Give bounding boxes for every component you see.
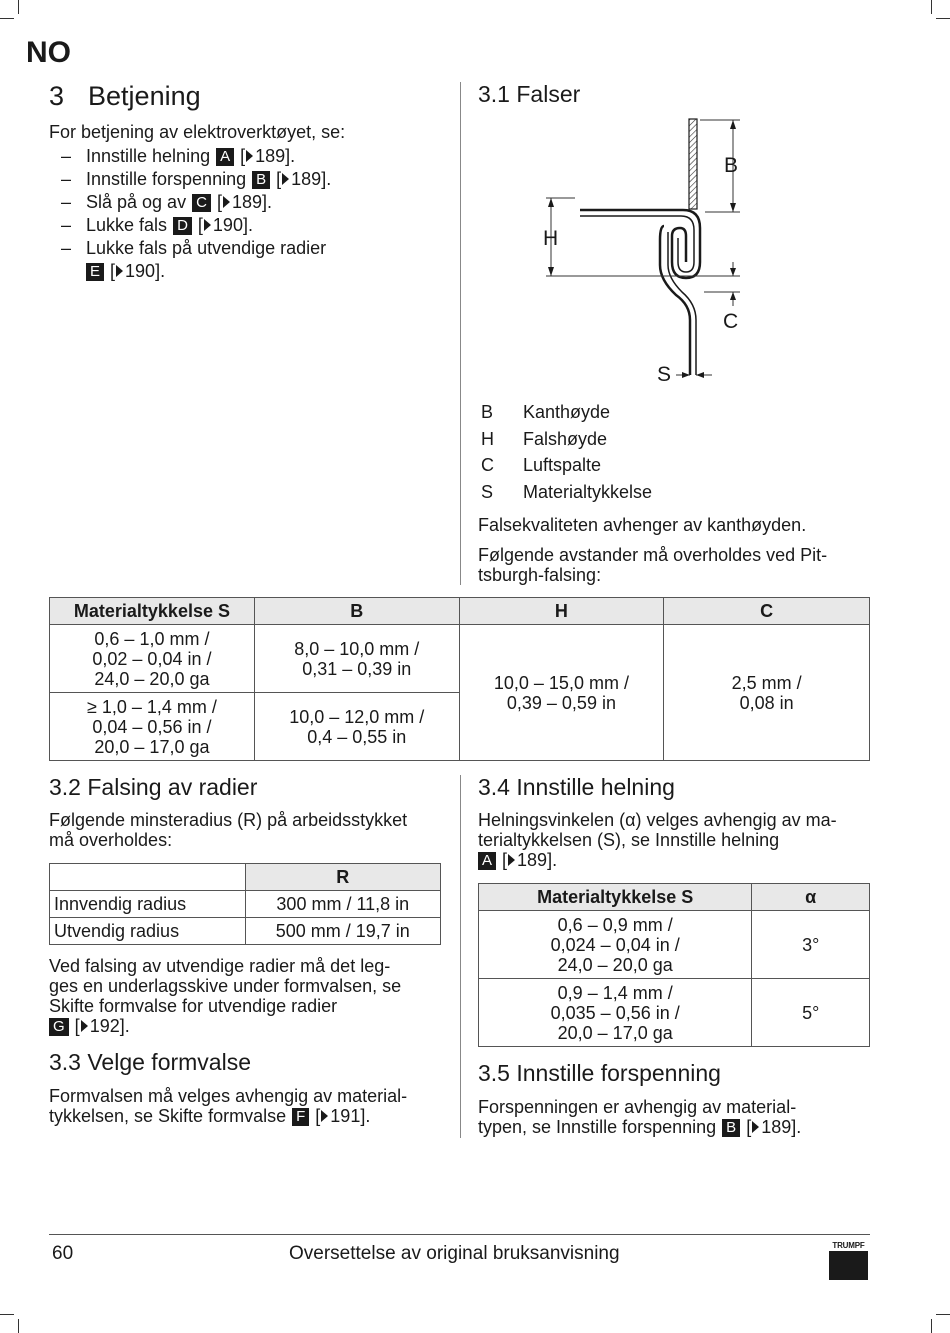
table-cell: 500 mm / 19,7 in: [245, 918, 440, 945]
crop-mark: [936, 18, 950, 19]
key-badge: F: [292, 1108, 309, 1126]
trumpf-logo: TRUMPF: [829, 1241, 868, 1280]
fig-label-h: H: [543, 227, 559, 250]
page-ref-link[interactable]: 192].: [89, 1016, 130, 1036]
page-ref-arrow-icon: [752, 1121, 759, 1133]
list-item: – Innstille helning A [ 189].: [49, 145, 449, 168]
key-badge: G: [49, 1018, 69, 1036]
page-ref-arrow-icon: [321, 1110, 328, 1122]
fig-label-s: S: [657, 363, 672, 386]
key-badge: E: [86, 263, 104, 281]
arrow-icon: [730, 203, 736, 212]
page-ref-arrow-icon: [81, 1020, 88, 1032]
legend-row: C Luftspalte: [481, 455, 602, 475]
key-badge: A: [478, 852, 496, 870]
key-badge: C: [192, 194, 211, 212]
table-cell: 300 mm / 11,8 in: [245, 891, 440, 918]
pretension-text: Forspenningen er avhengig av material- typen, se Innstille forspenning B [ 189].: [478, 1097, 802, 1137]
key-badge: B: [722, 1119, 740, 1137]
page-ref-link[interactable]: 190].: [212, 215, 253, 235]
legend-row: H Falshøyde: [481, 428, 608, 449]
seam-dimensions-table: [49, 597, 870, 761]
table-cell: 0,9 – 1,4 mm / 0,035 – 0,56 in / 20,0 – 17,0 ga: [479, 979, 752, 1047]
crop-mark: [18, 0, 19, 14]
min-radius-text: Følgende minsteradius (R) på arbeidsstykket må overholdes:: [49, 810, 408, 850]
section-3-4-heading: 3.4 Innstille helning: [478, 774, 675, 800]
column-divider: [460, 82, 461, 585]
arrow-icon: [730, 292, 736, 300]
fig-label-c: C: [723, 310, 739, 333]
table-row: [479, 979, 870, 1047]
table-header-empty: [50, 864, 246, 891]
page-ref-link[interactable]: 189].: [231, 192, 272, 212]
key-badge: A: [216, 148, 234, 166]
table-cell: Utvendig radius: [50, 918, 246, 945]
seam-outer-path: [580, 210, 700, 278]
table-cell: 5°: [752, 979, 870, 1047]
section-3-3-heading: 3.3 Velge formvalse: [49, 1049, 252, 1075]
page-ref-link[interactable]: 190].: [125, 261, 166, 281]
table-header: C: [664, 598, 870, 625]
crop-mark: [931, 1319, 932, 1333]
crop-mark: [936, 1314, 950, 1315]
table-header: R: [245, 864, 440, 891]
section-3-5-heading: 3.5 Innstille forspenning: [478, 1060, 721, 1086]
wall-section: [689, 119, 697, 209]
table-header: Materialtykkelse S: [479, 884, 752, 911]
arrow-icon: [548, 267, 554, 276]
language-code: NO: [26, 36, 71, 69]
figure-legend: [481, 399, 652, 505]
page-ref-link[interactable]: 189].: [255, 146, 296, 166]
list-item: – Lukke fals D [ 190].: [49, 214, 449, 237]
table-cell: Innvendig radius: [50, 891, 246, 918]
legend-row: B Kanthøyde: [481, 402, 611, 422]
page-ref-arrow-icon: [204, 219, 211, 231]
crop-mark: [18, 1319, 19, 1333]
section-3-heading: 3 Betjening: [49, 81, 201, 111]
radius-table: [49, 863, 441, 945]
table-header: α: [752, 884, 870, 911]
arrow-icon: [548, 198, 554, 207]
table-row: [50, 891, 441, 918]
table-cell: 8,0 – 10,0 mm / 0,31 – 0,39 in: [254, 625, 459, 693]
list-item: – Lukke fals på utvendige radier E [ 190].: [49, 237, 449, 283]
table-row: [50, 625, 870, 693]
table-cell: 0,6 – 1,0 mm / 0,02 – 0,04 in / 24,0 – 20,0 ga: [50, 625, 255, 693]
seam-inner-path: [580, 216, 694, 272]
table-row: [50, 918, 441, 945]
table-row: [479, 911, 870, 979]
key-badge: D: [173, 217, 192, 235]
page-ref-link[interactable]: 191].: [330, 1106, 371, 1126]
legend-row: S Materialtykkelse: [481, 481, 653, 502]
column-divider: [460, 775, 461, 1138]
table-cell: 10,0 – 12,0 mm / 0,4 – 0,55 in: [254, 693, 459, 761]
page-ref-arrow-icon: [246, 150, 253, 162]
list-item: – Slå på og av C [ 189].: [49, 191, 449, 214]
pittsburgh-text: Følgende avstander må overholdes ved Pit- tsburgh-falsing:: [478, 545, 828, 585]
operation-list: [49, 145, 449, 283]
section-3-intro: For betjening av elektroverktøyet, se:: [49, 122, 346, 142]
page-ref-arrow-icon: [223, 196, 230, 208]
table-cell: 2,5 mm / 0,08 in: [664, 625, 870, 761]
seam-quality-text: Falsekvaliteten avhenger av kanthøyden.: [478, 515, 807, 535]
arrow-icon: [696, 372, 704, 378]
table-header: Materialtykkelse S: [50, 598, 255, 625]
table-cell: ≥ 1,0 – 1,4 mm / 0,04 – 0,56 in / 20,0 – 17,0 ga: [50, 693, 255, 761]
table-cell: 0,6 – 0,9 mm / 0,024 – 0,04 in / 24,0 – 20,0 ga: [479, 911, 752, 979]
section-3-1-heading: 3.1 Falser: [478, 81, 581, 107]
footer-title: Oversettelse av original bruksanvisning: [289, 1243, 620, 1264]
page-ref-link[interactable]: 189].: [517, 850, 558, 870]
inclination-text: Helningsvinkelen (α) velges avhengig av ma- terialtykkelsen (S), se Innstille helning A [ 189].: [478, 810, 837, 870]
crop-mark: [0, 18, 14, 19]
table-cell: 3°: [752, 911, 870, 979]
page-ref-arrow-icon: [282, 173, 289, 185]
page-number: 60: [52, 1243, 74, 1264]
fig-label-b: B: [724, 154, 739, 177]
footer-rule: [49, 1234, 870, 1235]
arrow-icon: [730, 120, 736, 129]
seam-diagram: [535, 112, 755, 387]
table-header: H: [459, 598, 664, 625]
crop-mark: [931, 0, 932, 14]
key-badge: B: [252, 171, 270, 189]
roller-select-text: Formvalsen må velges avhengig av material- tykkelsen, se Skifte formvalse F [ 191].: [49, 1086, 408, 1126]
crop-mark: [0, 1314, 14, 1315]
table-header: B: [254, 598, 459, 625]
arrow-icon: [730, 268, 736, 276]
page-ref-arrow-icon: [508, 854, 515, 866]
page-ref-link[interactable]: 189].: [761, 1117, 802, 1137]
page-ref-link[interactable]: 189].: [291, 169, 332, 189]
outer-radius-note: Ved falsing av utvendige radier må det leg- ges en underlagsskive under formvalsen, se Skifte formvalse for utvendige radier G [ 192].: [49, 956, 402, 1036]
list-item: – Innstille forspenning B [ 189].: [49, 168, 449, 191]
table-cell: 10,0 – 15,0 mm / 0,39 – 0,59 in: [459, 625, 664, 761]
page-ref-arrow-icon: [116, 265, 123, 277]
inclination-table: [478, 883, 870, 1047]
section-3-2-heading: 3.2 Falsing av radier: [49, 774, 258, 800]
